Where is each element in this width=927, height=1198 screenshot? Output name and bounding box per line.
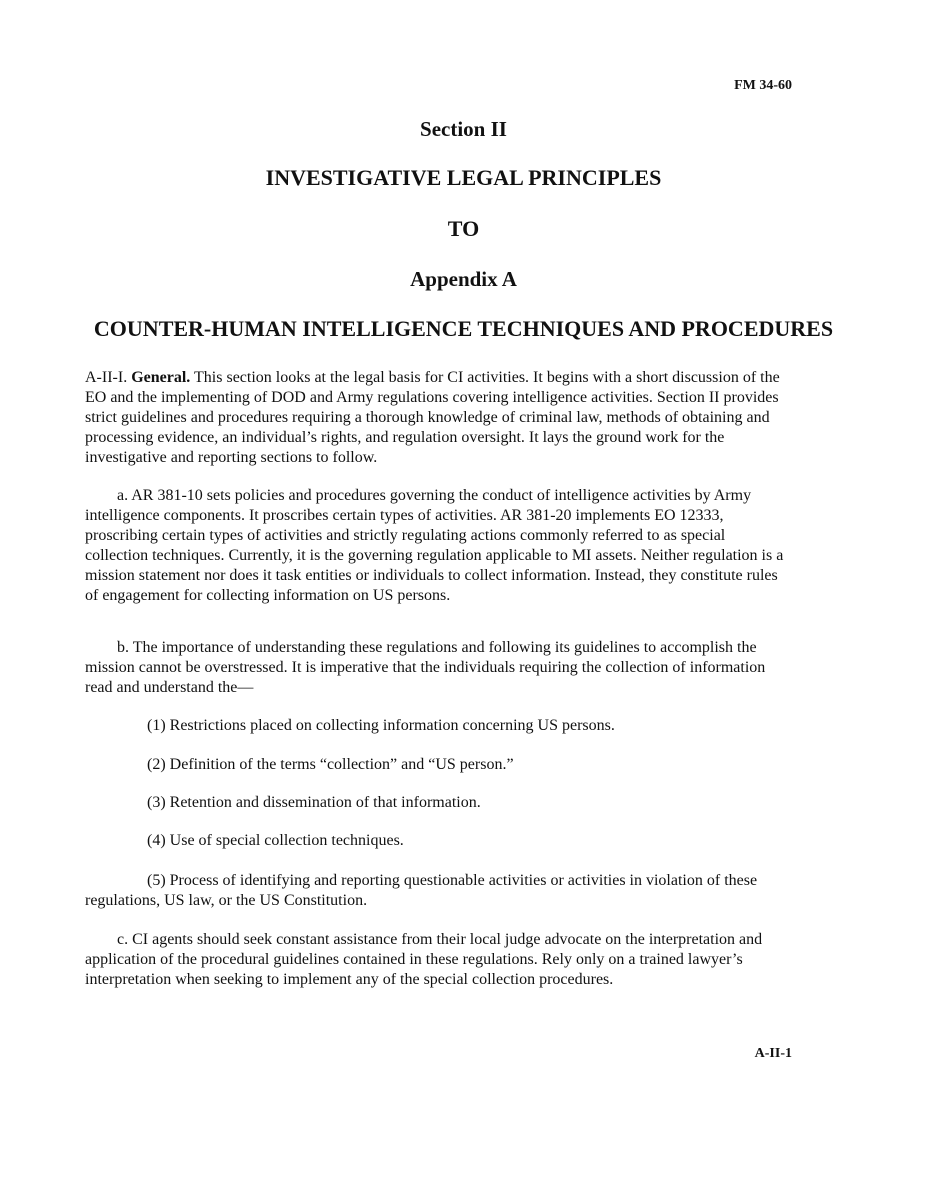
list-item: (1) Restrictions placed on collecting information concerning US persons. bbox=[147, 717, 615, 734]
paragraph-a: a. AR 381-10 sets policies and procedures governing the conduct of intelligence activities by Army intelligence components. It proscribes certain types of activities. AR 381-20 implements EO 12333, proscribing certain types of activities and strictly regulating actions commonly referred to as special collection techniques. Currently, it is the governing regulation applicable to MI assets. Neither regulation is a mission statement nor does it task entities or individuals to collect information. Instead, they constitute rules of engagement for collecting information on US persons. bbox=[85, 487, 784, 604]
list-item: (2) Definition of the terms “collection” and “US person.” bbox=[147, 756, 514, 773]
paragraph-b: b. The importance of understanding these regulations and following its guidelines to accomplish the mission cannot be overstressed. It is imperative that the individuals requiring the collection of information read and understand the— bbox=[85, 639, 766, 696]
page-title: INVESTIGATIVE LEGAL PRINCIPLES bbox=[265, 165, 662, 190]
section-heading: Section II bbox=[420, 117, 507, 141]
list-item: (4) Use of special collection techniques. bbox=[147, 832, 404, 849]
paragraph-number: A-II-I. bbox=[85, 369, 128, 386]
appendix-heading: Appendix A bbox=[410, 267, 517, 291]
list-item: (5) Process of identifying and reporting questionable activities or activities in violation of these regulations, US law, or the US Constitution. bbox=[85, 872, 758, 909]
page-number: A-II-1 bbox=[754, 1046, 792, 1061]
to-heading: TO bbox=[447, 216, 480, 241]
paragraph-label: General. bbox=[131, 369, 191, 386]
paragraph-text: This section looks at the legal basis for CI activities. It begins with a short discussion of the EO and the implementing of DOD and Army regulations covering intelligence activities. Section II provides strict guidelines and procedures requiring a thorough knowledge of criminal law, methods of obtaining and processing evidence, an individual’s rights, and regulation oversight. It lays the ground work for the investigative and reporting sections to follow. bbox=[85, 369, 780, 466]
paragraph-general bbox=[85, 368, 790, 468]
list-item: (3) Retention and dissemination of that information. bbox=[147, 794, 481, 811]
paragraph-c: c. CI agents should seek constant assistance from their local judge advocate on the interpretation and application of the procedural guidelines contained in these regulations. Rely only on a trained lawyer’s interpretation when seeking to implement any of the special collection procedures. bbox=[85, 931, 763, 988]
appendix-title: COUNTER-HUMAN INTELLIGENCE TECHNIQUES AND PROCEDURES bbox=[93, 316, 834, 341]
document-id: FM 34-60 bbox=[734, 78, 792, 93]
